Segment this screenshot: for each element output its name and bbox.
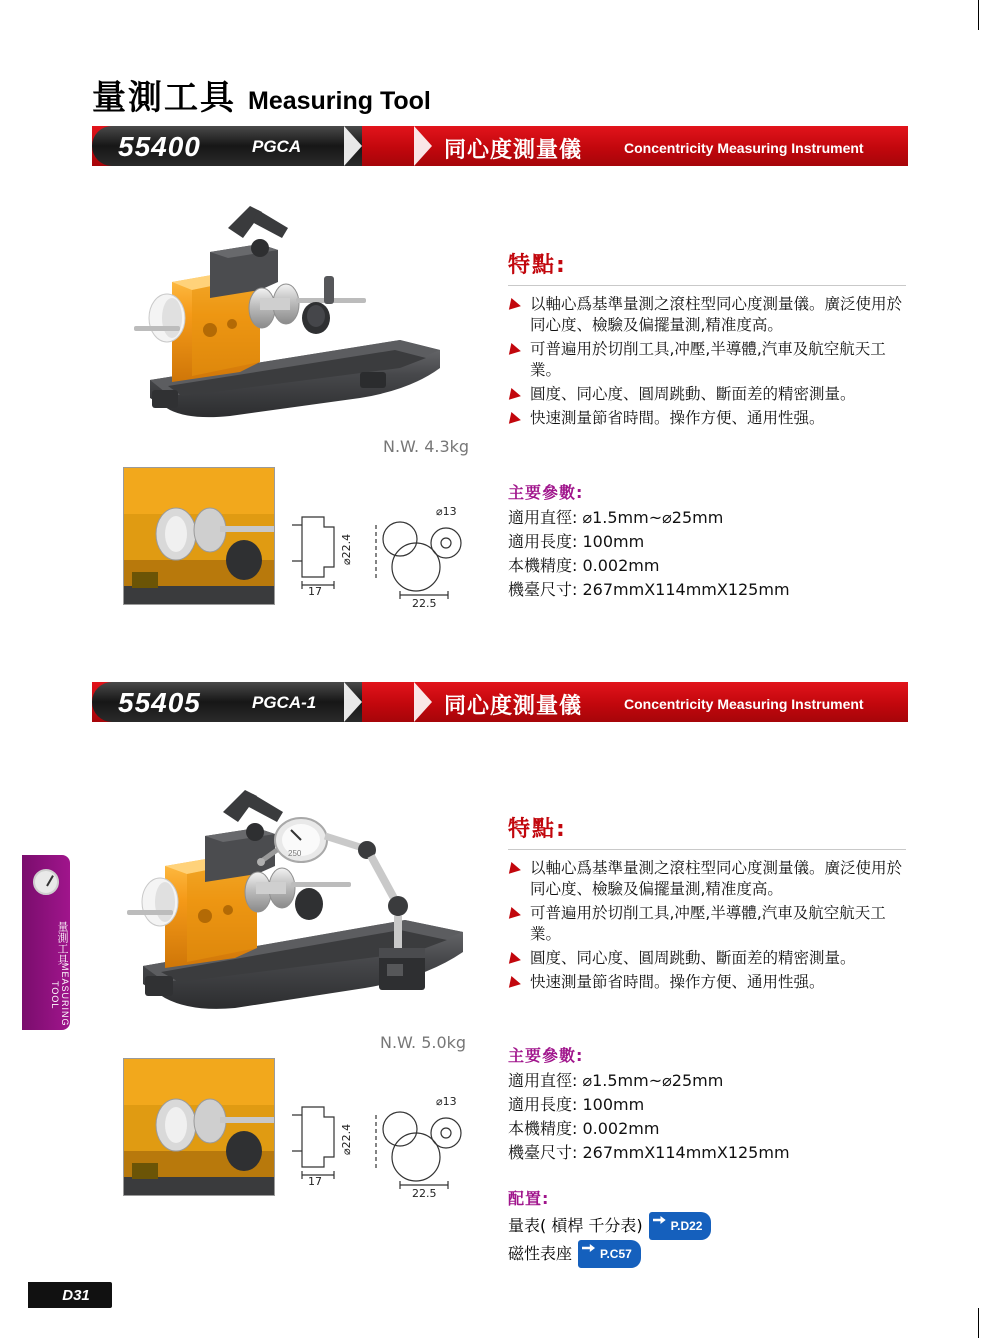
spec-row: 本機精度: 0.002mm [508,556,660,575]
bullet-triangle-icon [509,343,522,357]
net-weight-1: N.W. 4.3kg [383,437,470,456]
spec-block-1 [508,480,908,602]
bullet-triangle-icon [509,952,522,966]
technical-drawing-2-svg [288,1085,478,1200]
svg-text:⌀13: ⌀13 [436,1095,457,1108]
page-title-en: Measuring Tool [248,87,431,115]
product-photo-2 [95,770,515,1040]
product-code: 55405 [118,687,201,718]
chevron-right-icon [344,682,362,722]
crop-mark-top-right [978,0,979,30]
feature-item [508,903,906,945]
detail-inset-1-illustration [124,468,275,605]
crop-mark-bottom-right [978,1308,979,1338]
page-title-cn: 量測工具 [92,78,236,118]
chevron-right-icon [414,126,432,166]
side-tab-label-cn: 量測工具 [56,921,69,965]
product-model: PGCA-1 [252,693,317,712]
feature-text: 快速測量節省時間。操作方便、通用性强。 [530,409,825,427]
dial-indicator-icon [33,869,59,895]
feature-item [508,948,906,969]
config-title: 配置: [508,1189,550,1208]
svg-text:17: 17 [308,1175,322,1188]
spec-row: 適用長度: 100mm [508,1095,645,1114]
chevron-right-icon [414,682,432,722]
page-title [92,70,431,119]
technical-drawing-1-svg [288,495,478,610]
feature-text: 圓度、同心度、圓周跳動、斷面差的精密測量。 [530,385,856,403]
product-name-cn: 同心度測量儀 [444,138,583,163]
svg-text:17: 17 [308,585,322,598]
product-name-cn: 同心度測量儀 [444,694,583,719]
product-code: 55400 [118,131,201,162]
features-divider-1 [508,285,906,286]
feature-item [508,408,906,429]
feature-text: 以軸心爲基準量測之滾柱型同心度測量儀。廣泛使用於同心度、檢驗及偏擺量測,精准度高。 [530,859,903,898]
spec-row: 適用直徑: ⌀1.5mm~⌀25mm [508,508,724,527]
product-detail-inset-2 [123,1058,275,1196]
product-photo-1-illustration [110,190,480,440]
features-list-2 [508,858,906,993]
side-tab-label-en: MEASURING TOOL [50,963,70,1027]
product-header-bar-2 [92,682,908,722]
spec-row: 機臺尺寸: 267mmX114mmX125mm [508,1143,790,1162]
product-header-bar-1 [92,126,908,166]
features-title-1: 特點: [508,253,567,278]
svg-text:⌀13: ⌀13 [436,505,457,518]
feature-text: 以軸心爲基準量測之滾柱型同心度測量儀。廣泛使用於同心度、檢驗及偏擺量測,精准度高。 [530,295,903,334]
svg-text:22.5: 22.5 [412,1187,437,1200]
spec-title-2: 主要參數: [508,1046,584,1065]
config-row [508,1240,908,1268]
features-divider-2 [508,849,906,850]
feature-item [508,339,906,381]
spec-block-2 [508,1043,908,1165]
bullet-triangle-icon [509,298,522,312]
spec-row: 機臺尺寸: 267mmX114mmX125mm [508,580,790,599]
config-block-2 [508,1186,908,1268]
feature-item [508,384,906,405]
bullet-triangle-icon [509,976,522,990]
side-tab[interactable] [22,855,70,1030]
spec-title-1: 主要參數: [508,483,584,502]
technical-drawing-1 [288,495,478,610]
product-name-en: Concentricity Measuring Instrument [624,140,864,156]
spec-row: 適用直徑: ⌀1.5mm~⌀25mm [508,1071,724,1090]
feature-item [508,294,906,336]
config-label: 磁性表座 [508,1244,573,1263]
product-name-en: Concentricity Measuring Instrument [624,696,864,712]
product-model: PGCA [252,137,302,156]
bullet-triangle-icon [509,412,522,426]
features-block-2 [508,812,906,996]
feature-item [508,858,906,900]
features-title-2: 特點: [508,817,567,842]
chevron-right-icon [344,126,362,166]
product-photo-1 [110,190,480,440]
page-reference-link[interactable]: P.C57 [578,1240,641,1268]
svg-text:250: 250 [288,849,302,858]
bullet-triangle-icon [509,388,522,402]
feature-text: 可普遍用於切削工具,冲壓,半導體,汽車及航空航天工業。 [530,904,886,943]
feature-item [508,972,906,993]
config-row [508,1212,908,1240]
svg-text:22.5: 22.5 [412,597,437,610]
svg-text:⌀22.4: ⌀22.4 [340,533,353,565]
feature-text: 可普遍用於切削工具,冲壓,半導體,汽車及航空航天工業。 [530,340,886,379]
feature-text: 快速測量節省時間。操作方便、通用性强。 [530,973,825,991]
product-detail-inset-1 [123,467,275,605]
svg-text:⌀22.4: ⌀22.4 [340,1123,353,1155]
technical-drawing-2 [288,1085,478,1200]
detail-inset-2-illustration [124,1059,275,1196]
net-weight-2: N.W. 5.0kg [380,1033,467,1052]
features-block-1 [508,248,906,432]
features-list-1 [508,294,906,429]
config-label: 量表( 槓桿 千分表) [508,1216,643,1235]
spec-row: 本機精度: 0.002mm [508,1119,660,1138]
spec-row: 適用長度: 100mm [508,532,645,551]
product-photo-2-illustration [95,770,515,1040]
feature-text: 圓度、同心度、圓周跳動、斷面差的精密測量。 [530,949,856,967]
page-number: D31 [40,1282,112,1308]
bullet-triangle-icon [509,862,522,876]
bullet-triangle-icon [509,907,522,921]
page-reference-link[interactable]: P.D22 [649,1212,712,1240]
